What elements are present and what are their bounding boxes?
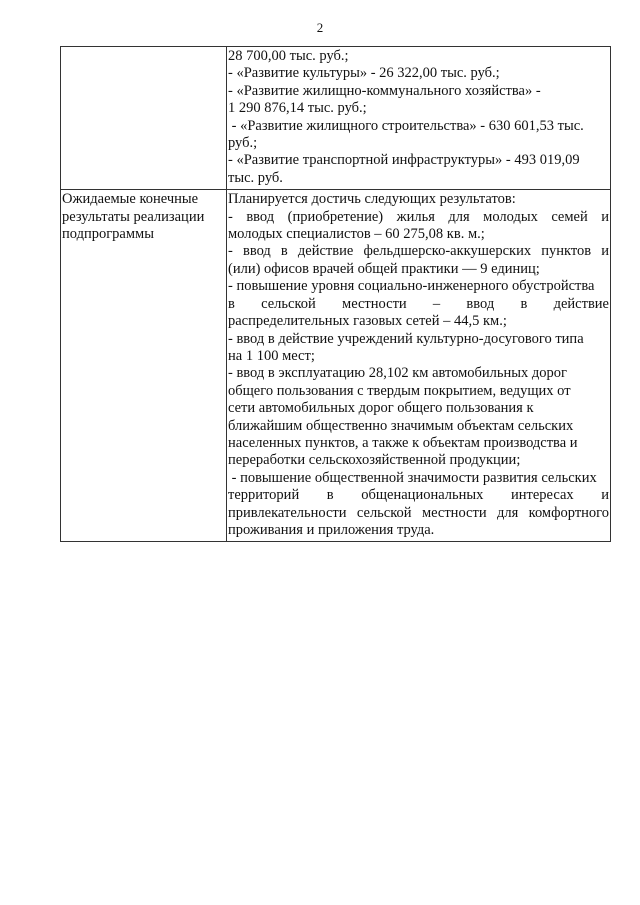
result-line: - повышение общественной значимости развития сельских (228, 469, 597, 486)
funding-line: руб.; (228, 135, 258, 152)
result-line: переработки сельскохозяйственной продукции; (228, 452, 521, 469)
result-line: - повышение уровня социально-инженерного обустройства (228, 278, 595, 295)
table-cell-expected-results (227, 190, 611, 542)
result-line: сети автомобильных дорог общего пользования к (228, 400, 534, 417)
result-line: общего пользования с твердым покрытием, ведущих от (228, 382, 571, 399)
label-line: Ожидаемые конечные (62, 191, 199, 208)
label-line: подпрограммы (62, 226, 154, 243)
page-number: 2 (316, 20, 324, 35)
funding-line: - «Развитие жилищного строительства» - 630 601,53 тыс. (228, 117, 584, 134)
result-line: молодых специалистов – 60 275,08 кв. м.; (228, 226, 485, 243)
result-line: Планируется достичь следующих результатов: (228, 191, 516, 208)
result-line: ближайшим общественно значимым объектам сельских (228, 417, 574, 434)
subprogram-table (60, 46, 611, 542)
result-line: распределительных газовых сетей – 44,5 км.; (228, 313, 507, 330)
result-line: - ввод в действие фельдшерско-аккушерских пунктов и (228, 243, 609, 260)
result-line: привлекательности сельской местности для комфортного (228, 504, 609, 521)
result-line: - ввод в эксплуатацию 28,102 км автомобильных дорог (228, 365, 567, 382)
table-cell-label-empty (61, 47, 227, 190)
table-row-funding-continued (61, 47, 611, 190)
result-line: на 1 100 мест; (228, 347, 315, 364)
result-line: населенных пунктов, а также к объектам производства и (228, 434, 578, 451)
funding-line: тыс. руб. (228, 169, 283, 186)
funding-line: - «Развитие жилищно-коммунального хозяйства» - (228, 82, 541, 99)
funding-line: - «Развитие транспортной инфраструктуры» - 493 019,09 (228, 152, 580, 169)
table-row-expected-results (61, 190, 611, 542)
funding-line: 1 290 876,14 тыс. руб.; (228, 100, 367, 117)
result-line: в сельской местности – ввод в действие (228, 295, 609, 312)
result-line: проживания и приложения труда. (228, 521, 435, 538)
table-cell-label-expected-results (61, 190, 227, 542)
table-cell-funding-details (227, 47, 611, 190)
funding-line: - «Развитие культуры» - 26 322,00 тыс. руб.; (228, 65, 500, 82)
funding-line: 28 700,00 тыс. руб.; (228, 48, 349, 64)
result-line: - ввод (приобретение) жилья для молодых семей и (228, 208, 609, 225)
result-line: территорий в общенациональных интересах и (228, 487, 609, 504)
label-line: результаты реализации (62, 208, 205, 225)
result-line: - ввод в действие учреждений культурно-досугового типа (228, 330, 584, 347)
result-line: (или) офисов врачей общей практики — 9 единиц; (228, 260, 540, 277)
